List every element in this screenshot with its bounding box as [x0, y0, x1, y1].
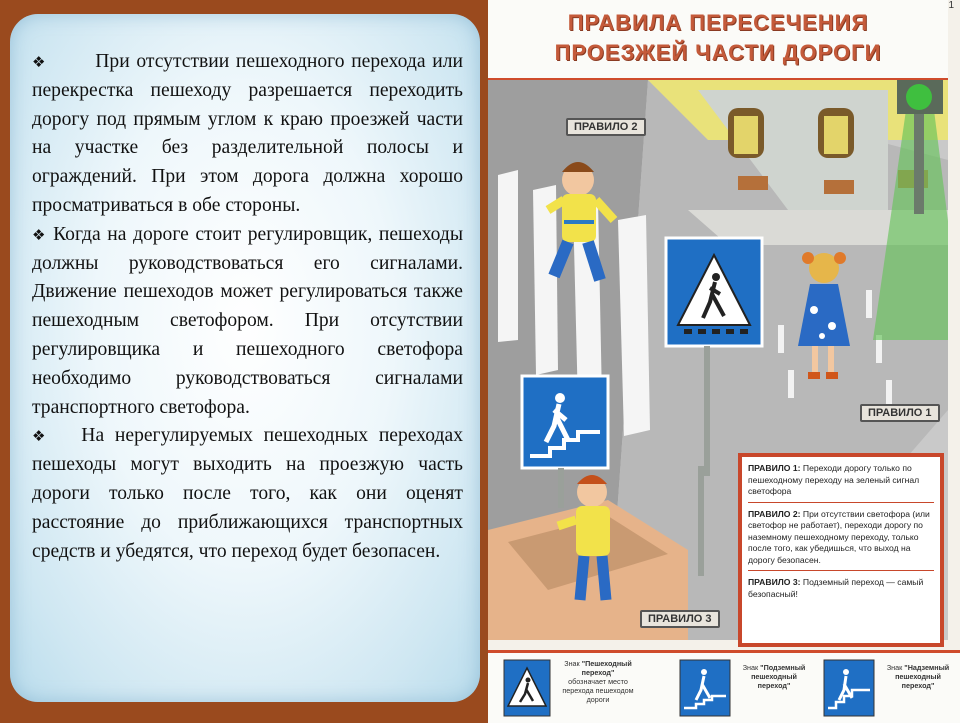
- legend-3-name: "Надземный пешеходный переход": [895, 663, 950, 690]
- poster: [488, 0, 960, 720]
- window-left: [728, 108, 764, 158]
- rule-2-text: При отсутствии светофора (или светофор не работает), переходи дорогу по наземному пешеходному переходу, только после того, как убедишься, что выход на дорогу безопасен.: [748, 508, 930, 565]
- rule-2-tag: ПРАВИЛО 2: [566, 118, 646, 136]
- legend-1-desc: обозначает место перехода пешеходом дороги: [562, 677, 634, 704]
- diamond-bullet-icon: ❖: [32, 427, 52, 446]
- legend-caption-1: [558, 659, 638, 704]
- rule-3-label: ПРАВИЛО 3:: [748, 577, 801, 587]
- rule-3-tag: ПРАВИЛО 3: [640, 610, 720, 628]
- poster-title-box: [488, 0, 948, 81]
- rule-3: [748, 577, 934, 604]
- legend-2-prefix: Знак: [742, 663, 759, 672]
- pedestrian-crossing-sign-icon: [502, 657, 552, 719]
- legend-caption-2: [734, 663, 814, 690]
- page-number: 1: [948, 0, 954, 11]
- paragraph-1: [32, 48, 463, 221]
- paragraph-2: [32, 221, 463, 423]
- paragraph-3: [32, 422, 463, 566]
- rule-2-label: ПРАВИЛО 2:: [748, 508, 801, 519]
- diamond-bullet-icon: ❖: [32, 53, 48, 71]
- diamond-bullet-icon: ❖: [32, 225, 48, 244]
- window-right: [818, 108, 854, 158]
- legend-1-name: "Пешеходный переход": [581, 659, 632, 677]
- rule-1-tag: ПРАВИЛО 1: [860, 404, 940, 422]
- rules-box: [738, 453, 944, 647]
- legend-2-name: "Подземный пешеходный переход": [751, 663, 806, 690]
- legend-3-prefix: Знак: [886, 663, 903, 672]
- overhead-crossing-sign-icon: [822, 657, 876, 719]
- poster-title-line-1: ПРАВИЛА ПЕРЕСЕЧЕНИЯ: [567, 10, 869, 35]
- text-panel: [10, 14, 480, 702]
- rule-1-text: Переходи дорогу только по пешеходному переходу на зеленый сигнал светофора: [748, 463, 920, 496]
- paragraph-2-text: Когда на дороге стоит регулировщик, пешеходы должны руководствоваться его сигналами. Движение пешеходов может регулироваться также пешеходным светофором. При отсутствии регулировщика и пешеходного светофора необходимо руководствоваться сигналами транспортного светофора.: [32, 223, 463, 418]
- poster-title: [488, 8, 948, 68]
- rule-1: [748, 463, 934, 503]
- legend-1-prefix: Знак: [564, 659, 580, 668]
- sign-legend: [488, 650, 960, 723]
- rule-1-label: ПРАВИЛО 1:: [748, 463, 801, 473]
- rules-text: [32, 48, 463, 566]
- green-light-icon: [906, 84, 932, 110]
- legend-caption-3: [878, 663, 958, 690]
- paragraph-1-text: При отсутствии пешеходного перехода или перекрестка пешеходу разрешается переходить дорогу под прямым углом к краю проезжей части на участке без разделительной полосы и ограждений. При этом дорога должна хорошо просматриваться в обе стороны.: [32, 51, 464, 216]
- rule-2: [748, 509, 934, 572]
- poster-title-line-2: ПРОЕЗЖЕЙ ЧАСТИ ДОРОГИ: [554, 40, 882, 65]
- paragraph-3-text: На нерегулируемых пешеходных переходах пешеходы могут выходить на проезжую часть дороги только после того, как они оценят расстояние до приближающихся транспортных средств и убедятся, что переход будет безопасен.: [32, 425, 463, 562]
- rule-3-text: Подземный переход — самый безопасный!: [748, 577, 924, 599]
- underground-crossing-sign-icon: [678, 657, 732, 719]
